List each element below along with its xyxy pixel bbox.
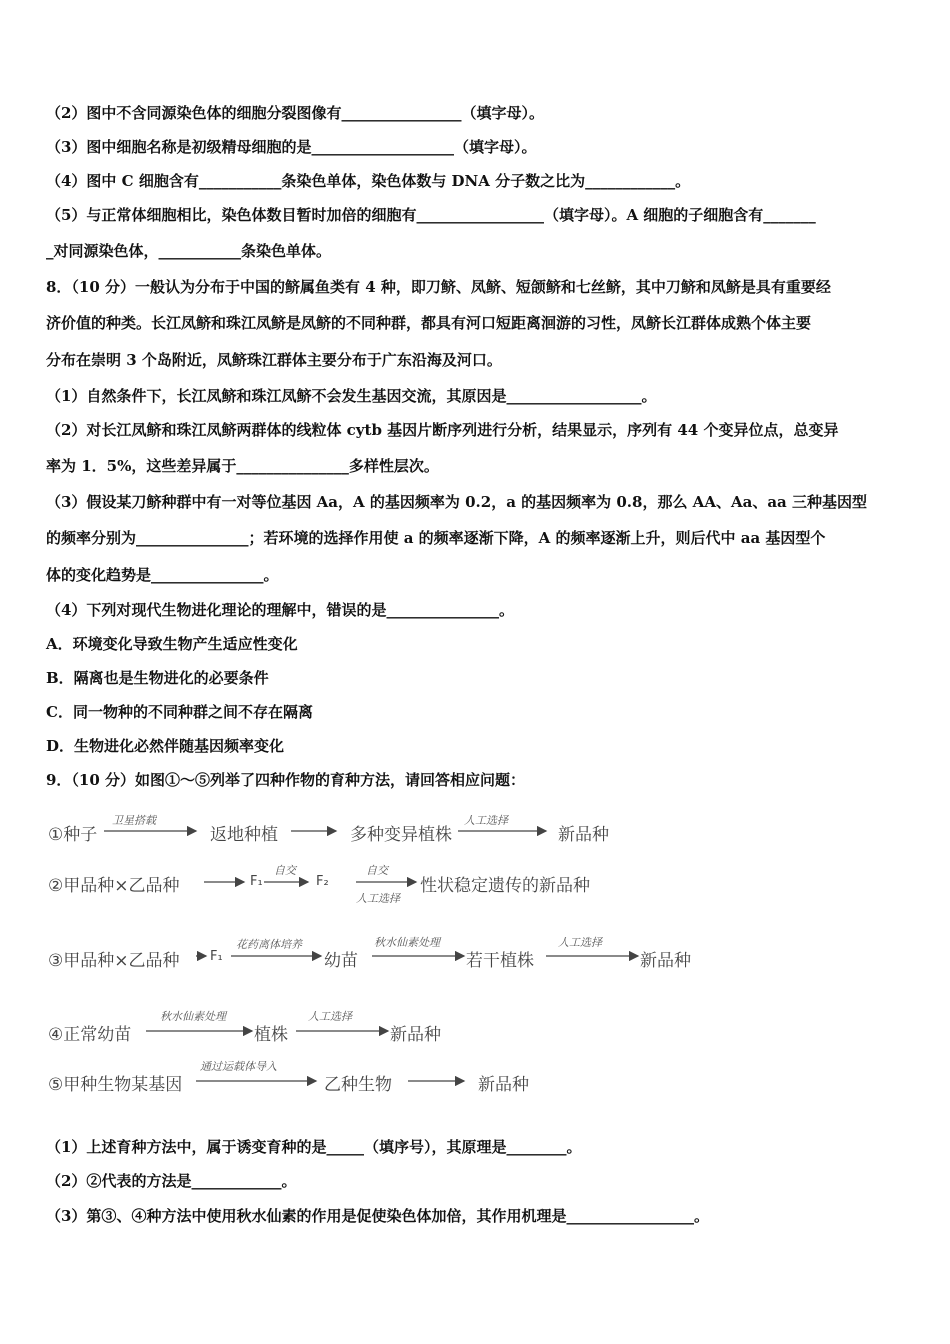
r3-plants: 若干植株: [466, 951, 534, 971]
r4-label-2: 人工选择: [308, 1010, 352, 1023]
r3-seedling: 幼苗: [324, 951, 358, 971]
question-8-part-1: （1）自然条件下，长江凤鲚和珠江凤鲚不会发生基因交流，其原因是__________________。: [46, 387, 657, 405]
r2-cross: ②甲品种×乙品种: [48, 876, 180, 896]
r1-seed: ①种子: [48, 825, 98, 845]
question-8-stem-line2: 济价值的种类。长江凤鲚和珠江凤鲚是凤鲚的不同种群，都具有河口短距离洄游的习性，凤鲚长江群体成熟个体主要: [46, 314, 812, 332]
question-7-part-5-line1: （5）与正常体细胞相比，染色体数目暂时加倍的细胞有_________________（填字母）。A 细胞的子细胞含有_______: [46, 206, 816, 224]
question-9-stem: 9．（10 分）如图①～⑤列举了四种作物的育种方法，请回答相应问题：: [46, 771, 526, 789]
r4-label-1: 秋水仙素处理: [160, 1010, 226, 1023]
question-7-part-3: （3）图中细胞名称是初级精母细胞的是___________________（填字母）。: [46, 138, 537, 156]
question-8-part-3-line2: 的频率分别为_______________；若环境的选择作用使 a 的频率逐渐下降，A 的频率逐渐上升，则后代中 aa 基因型个: [46, 529, 826, 547]
r3-f1: F₁: [210, 949, 223, 964]
question-7-part-4: （4）图中 C 细胞含有___________条染色单体，染色体数与 DNA 分子数之比为____________。: [46, 172, 691, 190]
r1-new-variety: 新品种: [558, 825, 609, 845]
r3-cross: ③甲品种×乙品种: [48, 951, 180, 971]
question-8-part-2-line2: 率为 1．5%，这些差异属于_______________多样性层次。: [46, 457, 439, 475]
r3-label-1: 花药离体培养: [236, 938, 302, 951]
question-7-part-5-line2: _对同源染色体，___________条染色单体。: [46, 242, 332, 260]
option-a: A．环境变化导致生物产生适应性变化: [46, 635, 298, 653]
r4-plants: 植株: [254, 1025, 288, 1045]
r3-new-variety: 新品种: [640, 951, 691, 971]
r2-label-1: 自交: [274, 864, 296, 877]
question-8-part-3-line1: （3）假设某刀鲚种群中有一对等位基因 Aa，A 的基因频率为 0.2，a 的基因频率为 0.8，那么 AA、Aa、aa 三种基因型: [46, 493, 867, 511]
r1-return-planting: 返地种植: [210, 825, 278, 845]
r5-recipient: 乙种生物: [324, 1075, 392, 1095]
r5-gene-source: ⑤甲种生物某基因: [48, 1075, 183, 1095]
r4-new-variety: 新品种: [390, 1025, 441, 1045]
r2-stable-variety: 性状稳定遗传的新品种: [420, 876, 590, 896]
question-8-part-2-line1: （2）对长江凤鲚和珠江凤鲚两群体的线粒体 cytb 基因片断序列进行分析，结果显示，序列有 44 个变异位点，总变异: [46, 421, 839, 439]
question-8-stem-line3: 分布在崇明 3 个岛附近，凤鲚珠江群体主要分布于广东沿海及河口。: [46, 351, 502, 369]
r5-new-variety: 新品种: [478, 1075, 529, 1095]
question-9-part-1: （1）上述育种方法中，属于诱变育种的是_____（填序号），其原理是________。: [46, 1138, 582, 1156]
question-7-part-2: （2）图中不含同源染色体的细胞分裂图像有________________（填字母）。: [46, 104, 544, 122]
question-9-part-3: （3）第③、④种方法中使用秋水仙素的作用是促使染色体加倍，其作用机理是_________________。: [46, 1207, 709, 1225]
r1-label-2: 人工选择: [464, 814, 508, 827]
r2-label-3: 人工选择: [356, 892, 400, 905]
question-8-part-3-line3: 体的变化趋势是_______________。: [46, 566, 279, 584]
r2-f2: F₂: [316, 874, 329, 889]
option-c: C．同一物种的不同种群之间不存在隔离: [46, 703, 313, 721]
question-8-part-4: （4）下列对现代生物进化理论的理解中，错误的是_______________。: [46, 601, 514, 619]
option-d: D．生物进化必然伴随基因频率变化: [46, 737, 285, 755]
r2-label-2: 自交: [366, 864, 388, 877]
r4-seedling: ④正常幼苗: [48, 1025, 132, 1045]
question-8-stem-line1: 8．（10 分）一般认为分布于中国的鲚属鱼类有 4 种，即刀鲚、凤鲚、短颌鲚和七丝鲚，其中刀鲚和凤鲚是具有重要经: [46, 278, 831, 296]
option-b: B．隔离也是生物进化的必要条件: [46, 669, 269, 687]
r3-label-3: 人工选择: [558, 936, 602, 949]
r3-label-2: 秋水仙素处理: [374, 936, 440, 949]
r2-f1: F₁: [250, 874, 263, 889]
r1-label-1: 卫星搭载: [112, 814, 156, 827]
breeding-methods-diagram: [46, 808, 726, 1098]
r1-variant-plants: 多种变异植株: [350, 825, 452, 845]
question-9-part-2: （2）②代表的方法是____________。: [46, 1172, 297, 1190]
r5-label-1: 通过运载体导入: [200, 1060, 277, 1073]
